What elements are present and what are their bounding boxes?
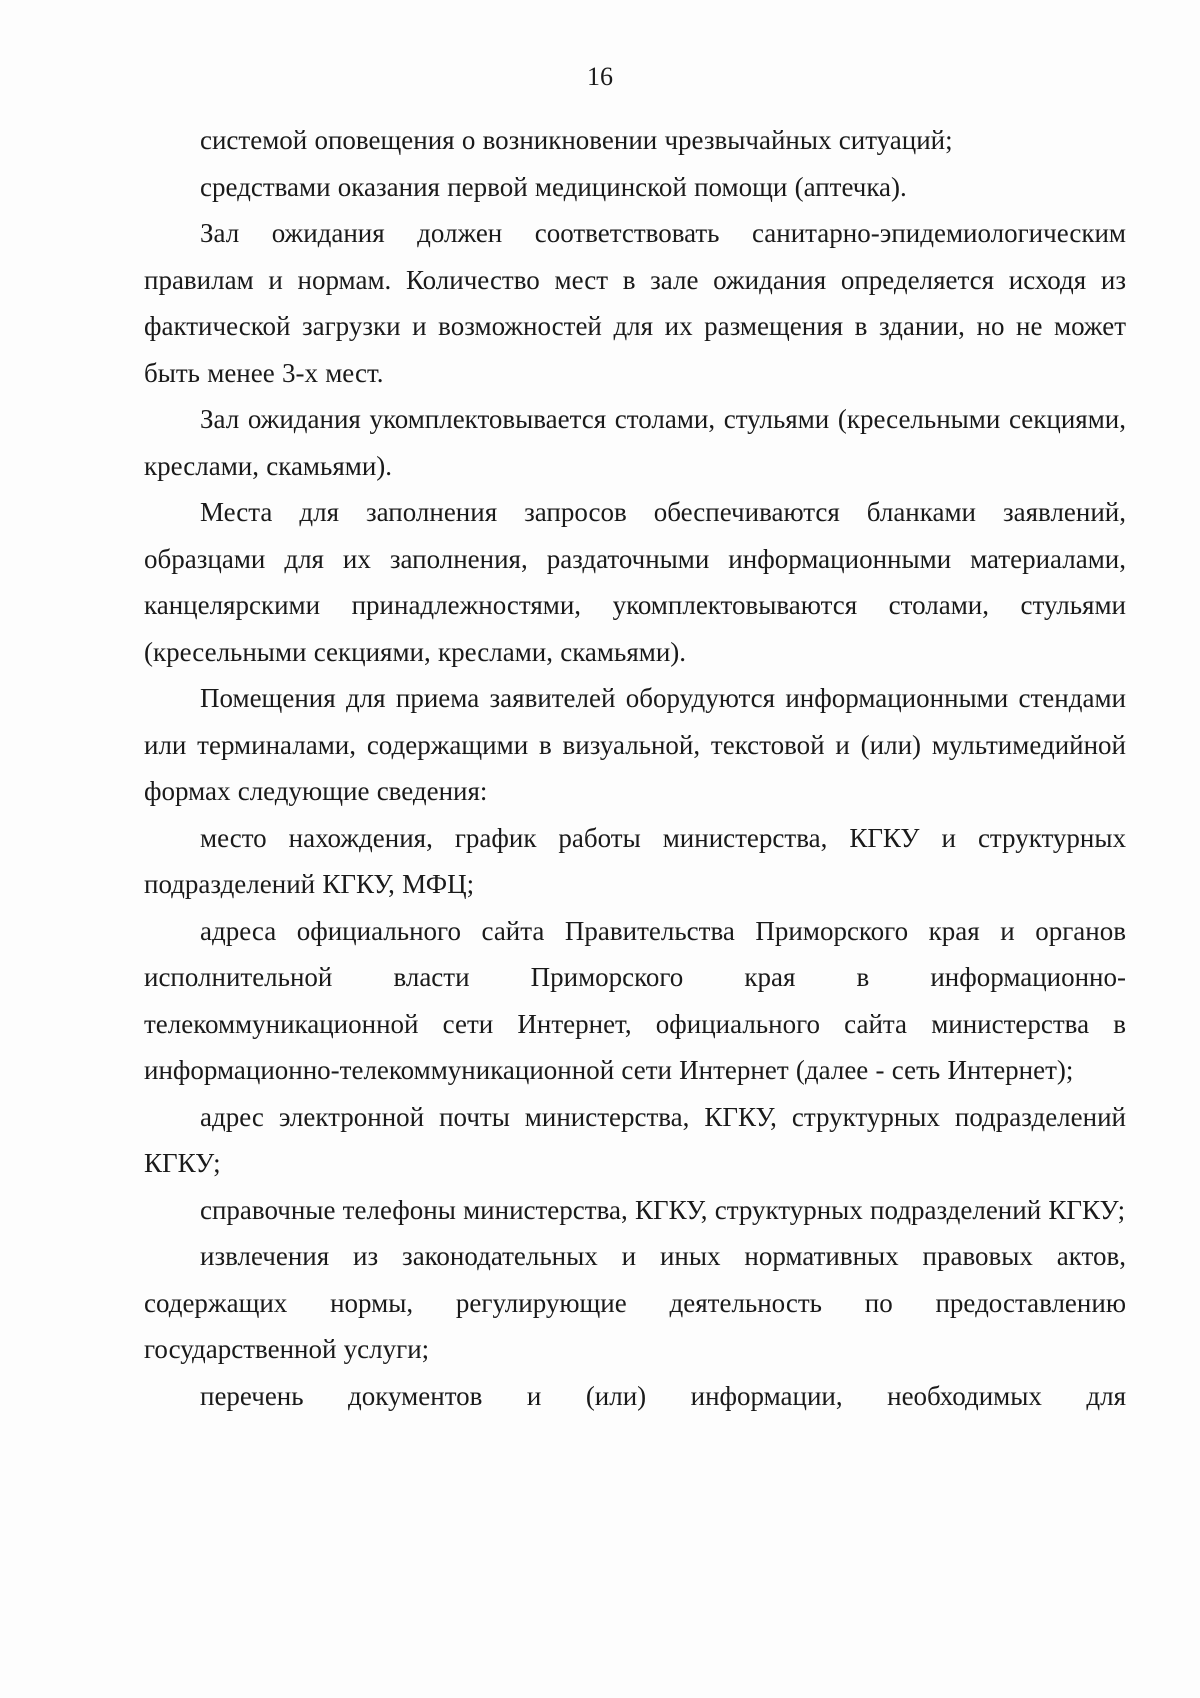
paragraph: Зал ожидания укомплектовывается столами, стульями (кресельными секциями, креслами, скамьями). [144,404,1126,481]
paragraph: средствами оказания первой медицинской помощи (аптечка). [200,171,907,202]
paragraph: адреса официального сайта Правительства Приморского края и органов исполнительной власти Приморского края в информационно-телекоммуникационной сети Интернет, официального сайта министерства в информационно-телекоммуникационной сети Интернет (далее - сеть Интернет); [144,915,1126,1085]
paragraph: справочные телефоны министерства, КГКУ, структурных подразделений КГКУ; [200,1194,1126,1225]
paragraph: Помещения для приема заявителей оборудуются информационными стендами или терминалами, содержащими в визуальной, текстовой и (или) мультимедийной формах следующие сведения: [144,683,1126,806]
paragraph: Зал ожидания должен соответствовать санитарно-эпидемиологическим правилам и нормам. Количество мест в зале ожидания определяется исходя из фактической загрузки и возможностей для их размещения в здании, но не может быть менее 3-х мест. [144,218,1126,388]
document-body [144,117,1126,1419]
paragraph: системой оповещения о возникновении чрезвычайных ситуаций; [200,125,953,155]
page-number: 16 [587,62,613,91]
paragraph: Места для заполнения запросов обеспечиваются бланками заявлений, образцами для их заполнения, раздаточными информационными материалами, канцелярскими принадлежностями, укомплектовываются столами, стульями (кресельными секциями, креслами, скамьями). [144,497,1126,667]
paragraph: место нахождения, график работы министерства, КГКУ и структурных подразделений КГКУ, МФЦ; [144,822,1126,899]
paragraph: извлечения из законодательных и иных нормативных правовых актов, содержащих нормы, регулирующие деятельность по предоставлению государственной услуги; [144,1241,1126,1364]
paragraph: перечень документов и (или) информации, необходимых для [200,1380,1126,1411]
paragraph: адрес электронной почты министерства, КГКУ, структурных подразделений КГКУ; [144,1101,1126,1178]
